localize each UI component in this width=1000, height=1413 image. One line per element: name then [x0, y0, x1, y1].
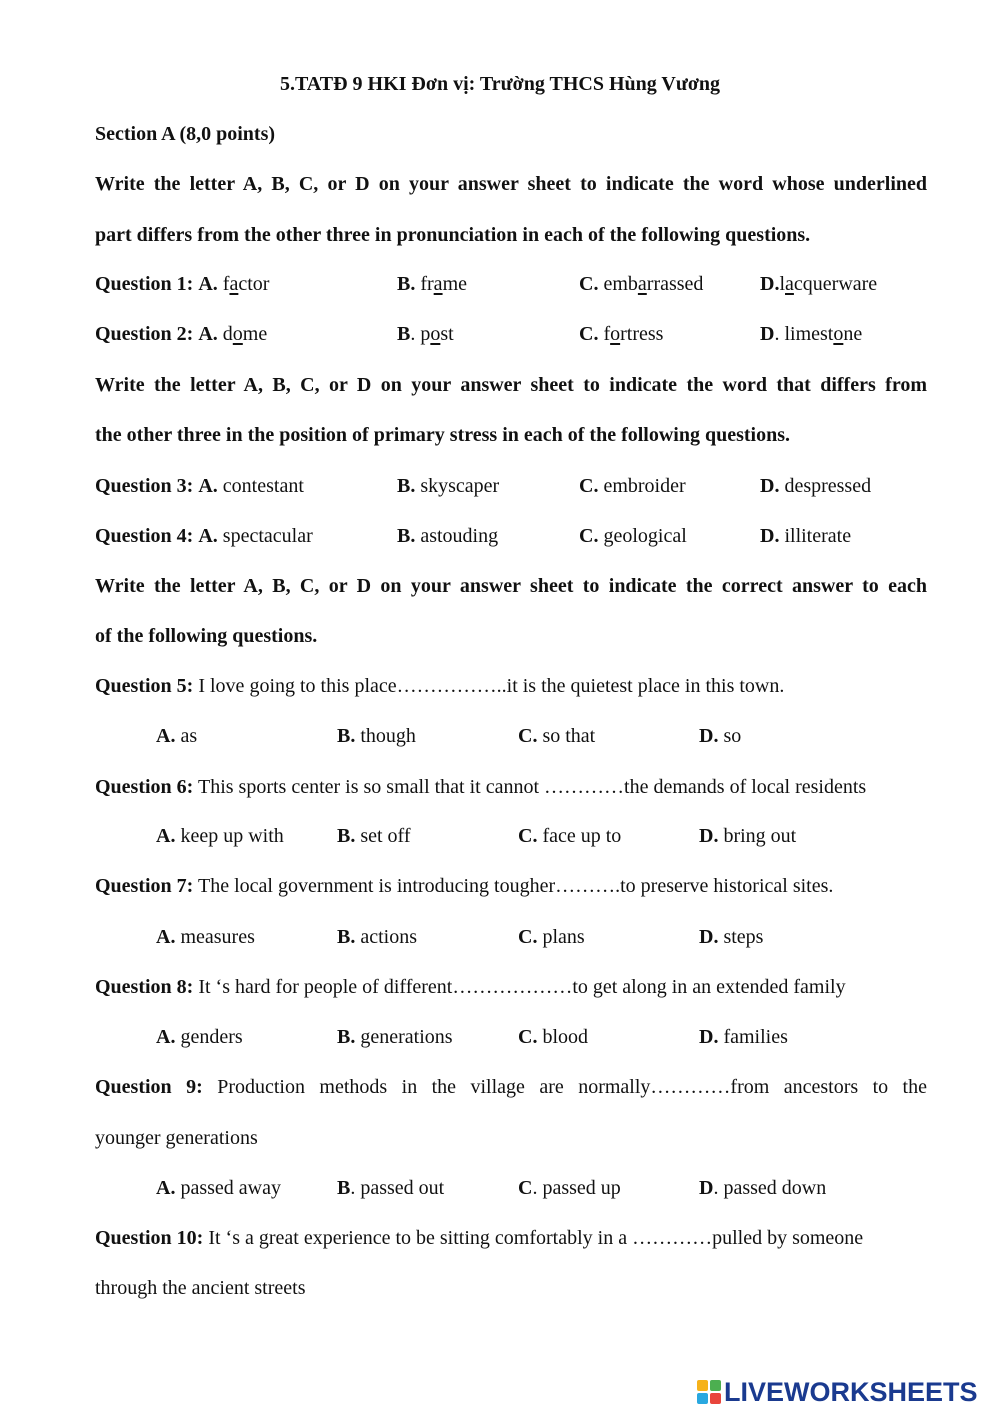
question-10: Question 10: It ‘s a great experience to be sitting comfortably in a …………pulled by someone — [95, 1227, 864, 1249]
question-1-option-b[interactable]: B. frame — [397, 273, 467, 295]
question-6-option-d[interactable]: D. bring out — [699, 825, 797, 847]
liveworksheets-logo — [697, 1377, 978, 1407]
logo-icon — [697, 1380, 721, 1404]
question-5-option-a[interactable]: A. as — [156, 725, 198, 747]
question-9-option-a[interactable]: A. passed away — [156, 1177, 281, 1199]
question-9-option-b[interactable]: B. passed out — [337, 1177, 445, 1199]
question-2-option-d[interactable]: D. limestone — [760, 323, 863, 345]
question-8-option-d[interactable]: D. families — [699, 1026, 788, 1048]
question-1-option-c[interactable]: C. embarrassed — [579, 273, 704, 295]
question-2-option-c[interactable]: C. fortress — [579, 323, 664, 345]
question-3-option-d[interactable]: D. despressed — [760, 475, 872, 497]
instruction-correct-line2: of the following questions. — [95, 625, 318, 647]
instruction-stress-line2: the other three in the position of primary stress in each of the following questions. — [95, 424, 790, 446]
question-4-option-c[interactable]: C. geological — [579, 525, 687, 547]
question-5-option-b[interactable]: B. though — [337, 725, 416, 747]
question-8: Question 8: It ‘s hard for people of different………………to get along in an extended family — [95, 976, 846, 998]
question-6: Question 6: This sports center is so small that it cannot …………the demands of local residents — [95, 776, 867, 798]
question-8-option-b[interactable]: B. generations — [337, 1026, 453, 1048]
question-5-option-c[interactable]: C. so that — [518, 725, 596, 747]
question-7: Question 7: The local government is introducing tougher……….to preserve historical sites. — [95, 875, 834, 897]
question-7-option-d[interactable]: D. steps — [699, 926, 764, 948]
question-2: Question 2: A. dome — [95, 323, 268, 345]
question-1-option-d[interactable]: D.lacquerware — [760, 273, 878, 295]
question-8-option-c[interactable]: C. blood — [518, 1026, 589, 1048]
question-10-continued: through the ancient streets — [95, 1277, 306, 1299]
question-9-option-d[interactable]: D. passed down — [699, 1177, 827, 1199]
question-2-option-b[interactable]: B. post — [397, 323, 454, 345]
question-1 — [95, 272, 269, 296]
section-heading: Section A (8,0 points) — [95, 123, 276, 145]
question-7-option-a[interactable]: A. measures — [156, 926, 255, 948]
question-3-option-c[interactable]: C. embroider — [579, 475, 686, 497]
question-4-option-d[interactable]: D. illiterate — [760, 525, 852, 547]
instruction-pronunciation-line1: Write the letter A, B, C, or D on your answer sheet to indicate the word whose underlined — [95, 173, 927, 195]
instruction-correct-line1: Write the letter A, B, C, or D on your answer sheet to indicate the correct answer to each — [95, 575, 927, 597]
question-6-option-b[interactable]: B. set off — [337, 825, 411, 847]
question-4-option-b[interactable]: B. astouding — [397, 525, 499, 547]
instruction-stress-line1: Write the letter A, B, C, or D on your answer sheet to indicate the word that differs from — [95, 374, 927, 396]
question-9: Question 9: Production methods in the village are normally…………from ancestors to the — [95, 1076, 927, 1098]
question-7-option-c[interactable]: C. plans — [518, 926, 585, 948]
question-5-option-d[interactable]: D. so — [699, 725, 742, 747]
question-label: Question 1: — [95, 273, 194, 295]
instruction-pronunciation-line2: part differs from the other three in pronunciation in each of the following questions. — [95, 224, 811, 246]
question-6-option-c[interactable]: C. face up to — [518, 825, 622, 847]
logo-text: LIVEWORKSHEETS — [724, 1376, 978, 1407]
option-a-text: dome — [222, 323, 268, 345]
option-a-letter: A. — [198, 273, 218, 295]
question-3-option-b[interactable]: B. skyscaper — [397, 475, 500, 497]
question-7-option-b[interactable]: B. actions — [337, 926, 417, 948]
question-9-option-c[interactable]: C. passed up — [518, 1177, 621, 1199]
question-6-option-a[interactable]: A. keep up with — [156, 825, 284, 847]
question-8-option-a[interactable]: A. genders — [156, 1026, 243, 1048]
question-9-continued: younger generations — [95, 1127, 258, 1149]
question-5: Question 5: I love going to this place……………..it is the quietest place in this town. — [95, 675, 785, 697]
question-4: Question 4: A. spectacular — [95, 525, 313, 547]
page-title: 5.TATĐ 9 HKI Đơn vị: Trường THCS Hùng Vương — [279, 73, 721, 95]
question-3: Question 3: A. contestant — [95, 475, 304, 497]
option-a-text: factor — [222, 273, 270, 295]
